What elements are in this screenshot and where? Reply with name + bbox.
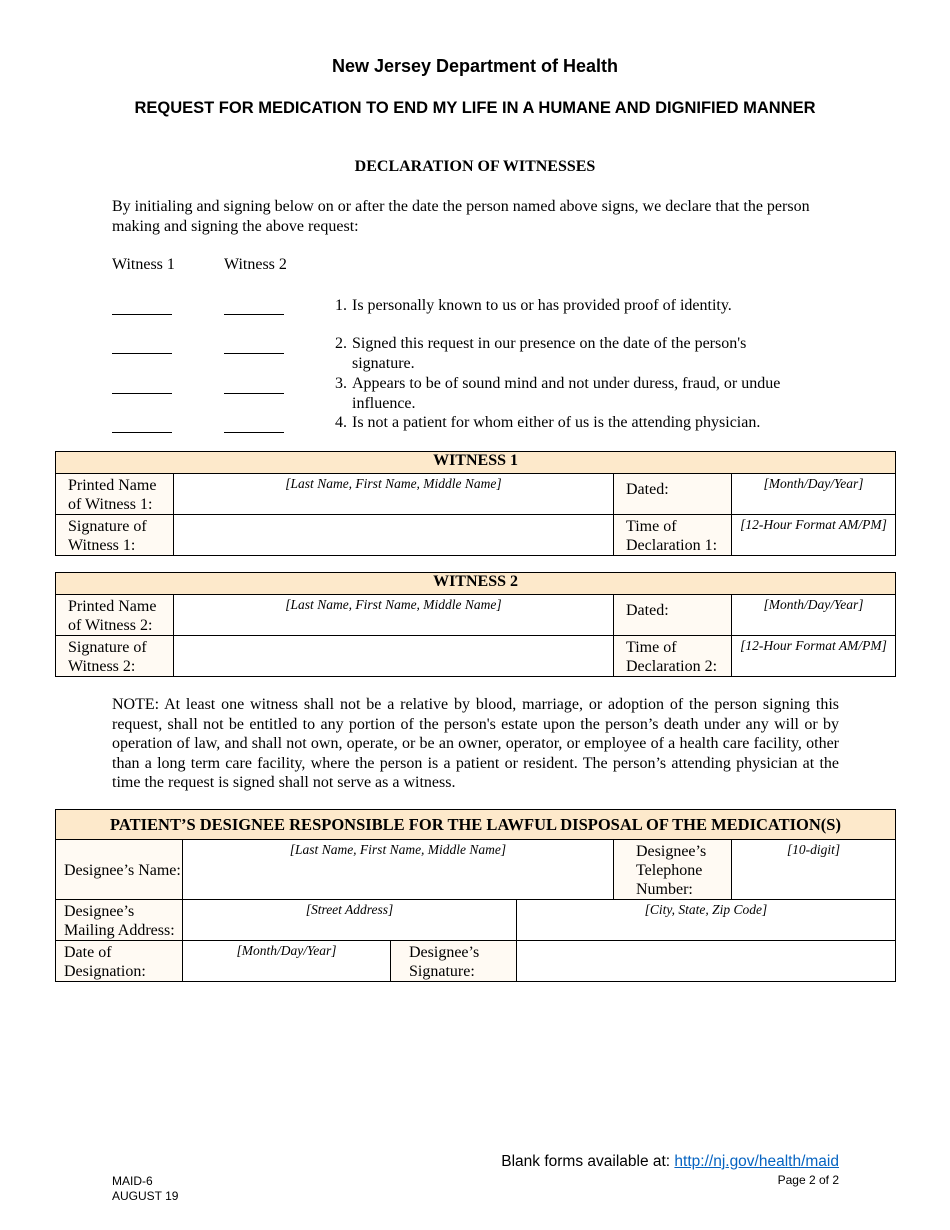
witness-note: NOTE: At least one witness shall not be a relative by blood, marriage, or adoption of the person signing this request, shall not be entitled to any portion of the person's estate upon the person’s death under any will or by operation of law, and shall not own, operate, or be an owner, operator, or employee of a health care facility, other than a long term care facility, where the person is a patient or resident. The person’s attending physician at the time the request is signed shall not serve as a witness. bbox=[112, 696, 839, 792]
witness1-initial-1[interactable] bbox=[112, 314, 172, 315]
witness2-initial-3[interactable] bbox=[224, 393, 284, 394]
witness2-initial-4[interactable] bbox=[224, 432, 284, 433]
statement-3 bbox=[335, 374, 835, 414]
statement-text: Is not a patient for whom either of us is the attending physician. bbox=[352, 414, 761, 431]
witness1-time-hint: [12-Hour Format AM/PM] bbox=[740, 517, 887, 532]
witness2-signature-label: Signature of Witness 2: bbox=[56, 636, 174, 677]
designee-date-hint: [Month/Day/Year] bbox=[236, 943, 337, 958]
designee-signature-label: Designee’s Signature: bbox=[391, 941, 517, 982]
agency-name: New Jersey Department of Health bbox=[331, 56, 619, 76]
designee-phone-hint: [10-digit] bbox=[786, 842, 841, 857]
designee-table bbox=[55, 809, 896, 982]
designee-street-field[interactable] bbox=[183, 900, 517, 941]
witness1-dated-hint: [Month/Day/Year] bbox=[763, 476, 864, 491]
page-number: Page 2 of 2 bbox=[777, 1173, 839, 1187]
witness2-printed-name-field[interactable] bbox=[174, 595, 614, 636]
designee-date-field[interactable] bbox=[183, 941, 391, 982]
witness2-initial-1[interactable] bbox=[224, 314, 284, 315]
witness2-dated-field[interactable] bbox=[732, 595, 896, 636]
form-title: REQUEST FOR MEDICATION TO END MY LIFE IN A HUMANE AND DIGNIFIED MANNER bbox=[134, 99, 816, 117]
witness1-header: WITNESS 1 bbox=[56, 452, 896, 474]
witness1-dated-label: Dated: bbox=[614, 474, 732, 515]
designee-name-field[interactable] bbox=[183, 840, 614, 900]
witness1-signature-label: Signature of Witness 1: bbox=[56, 515, 174, 556]
footer-available-text: Blank forms available at: bbox=[501, 1153, 675, 1170]
statement-number: 1. bbox=[335, 297, 347, 314]
statement-number: 2. bbox=[335, 335, 347, 352]
designee-name-hint: [Last Name, First Name, Middle Name] bbox=[289, 842, 507, 857]
designee-phone-label: Designee’s Telephone Number: bbox=[614, 840, 732, 900]
witness2-time-label: Time of Declaration 2: bbox=[614, 636, 732, 677]
designee-address-label: Designee’s Mailing Address: bbox=[56, 900, 183, 941]
witness1-printed-name-hint: [Last Name, First Name, Middle Name] bbox=[285, 476, 502, 491]
designee-signature-field[interactable] bbox=[517, 941, 896, 982]
declaration-intro: By initialing and signing below on or after the date the person named above signs, we declare that the person making and signing the above request: bbox=[112, 198, 810, 235]
designee-header: PATIENT’S DESIGNEE RESPONSIBLE FOR THE LAWFUL DISPOSAL OF THE MEDICATION(S) bbox=[56, 810, 896, 840]
witness1-printed-name-field[interactable] bbox=[174, 474, 614, 515]
designee-city-hint: [City, State, Zip Code] bbox=[644, 902, 768, 917]
witness1-time-label: Time of Declaration 1: bbox=[614, 515, 732, 556]
form-id-block bbox=[112, 1174, 178, 1204]
witness2-printed-name-label: Printed Name of Witness 2: bbox=[56, 595, 174, 636]
witness2-time-field[interactable] bbox=[732, 636, 896, 677]
designee-city-field[interactable] bbox=[517, 900, 896, 941]
statement-text: Appears to be of sound mind and not under duress, fraud, or undue bbox=[352, 375, 781, 392]
designee-date-label: Date of Designation: bbox=[56, 941, 183, 982]
statement-text-cont: signature. bbox=[352, 355, 415, 372]
statement-number: 3. bbox=[335, 375, 347, 392]
witness2-printed-name-hint: [Last Name, First Name, Middle Name] bbox=[285, 597, 502, 612]
footer-url-link[interactable]: http://nj.gov/health/maid bbox=[674, 1153, 839, 1170]
witness1-initial-4[interactable] bbox=[112, 432, 172, 433]
witness1-printed-name-label: Printed Name of Witness 1: bbox=[56, 474, 174, 515]
designee-name-label: Designee’s Name: bbox=[56, 840, 183, 900]
form-revision: AUGUST 19 bbox=[112, 1189, 179, 1203]
declaration-heading: DECLARATION OF WITNESSES bbox=[354, 158, 596, 175]
witness2-signature-field[interactable] bbox=[174, 636, 614, 677]
witness2-dated-hint: [Month/Day/Year] bbox=[763, 597, 864, 612]
statement-2 bbox=[335, 334, 835, 374]
designee-phone-field[interactable] bbox=[732, 840, 896, 900]
footer-availability bbox=[501, 1153, 839, 1171]
witness1-initial-3[interactable] bbox=[112, 393, 172, 394]
statement-4 bbox=[335, 413, 835, 433]
witness2-column-label: Witness 2 bbox=[224, 256, 287, 273]
witness1-time-field[interactable] bbox=[732, 515, 896, 556]
witness1-column-label: Witness 1 bbox=[112, 256, 175, 273]
witness1-signature-field[interactable] bbox=[174, 515, 614, 556]
witness1-dated-field[interactable] bbox=[732, 474, 896, 515]
witness2-header: WITNESS 2 bbox=[56, 573, 896, 595]
statement-number: 4. bbox=[335, 414, 347, 431]
form-id: MAID-6 bbox=[112, 1174, 153, 1188]
statement-text: Signed this request in our presence on the date of the person's bbox=[352, 335, 747, 352]
witness2-initial-2[interactable] bbox=[224, 353, 284, 354]
statement-text: Is personally known to us or has provided proof of identity. bbox=[352, 297, 732, 314]
statement-1 bbox=[335, 296, 835, 316]
witness1-initial-2[interactable] bbox=[112, 353, 172, 354]
witness2-time-hint: [12-Hour Format AM/PM] bbox=[740, 638, 887, 653]
witness2-table bbox=[55, 572, 896, 677]
witness1-table bbox=[55, 451, 896, 556]
designee-street-hint: [Street Address] bbox=[305, 902, 394, 917]
witness2-dated-label: Dated: bbox=[614, 595, 732, 636]
statement-text-cont: influence. bbox=[352, 395, 416, 412]
